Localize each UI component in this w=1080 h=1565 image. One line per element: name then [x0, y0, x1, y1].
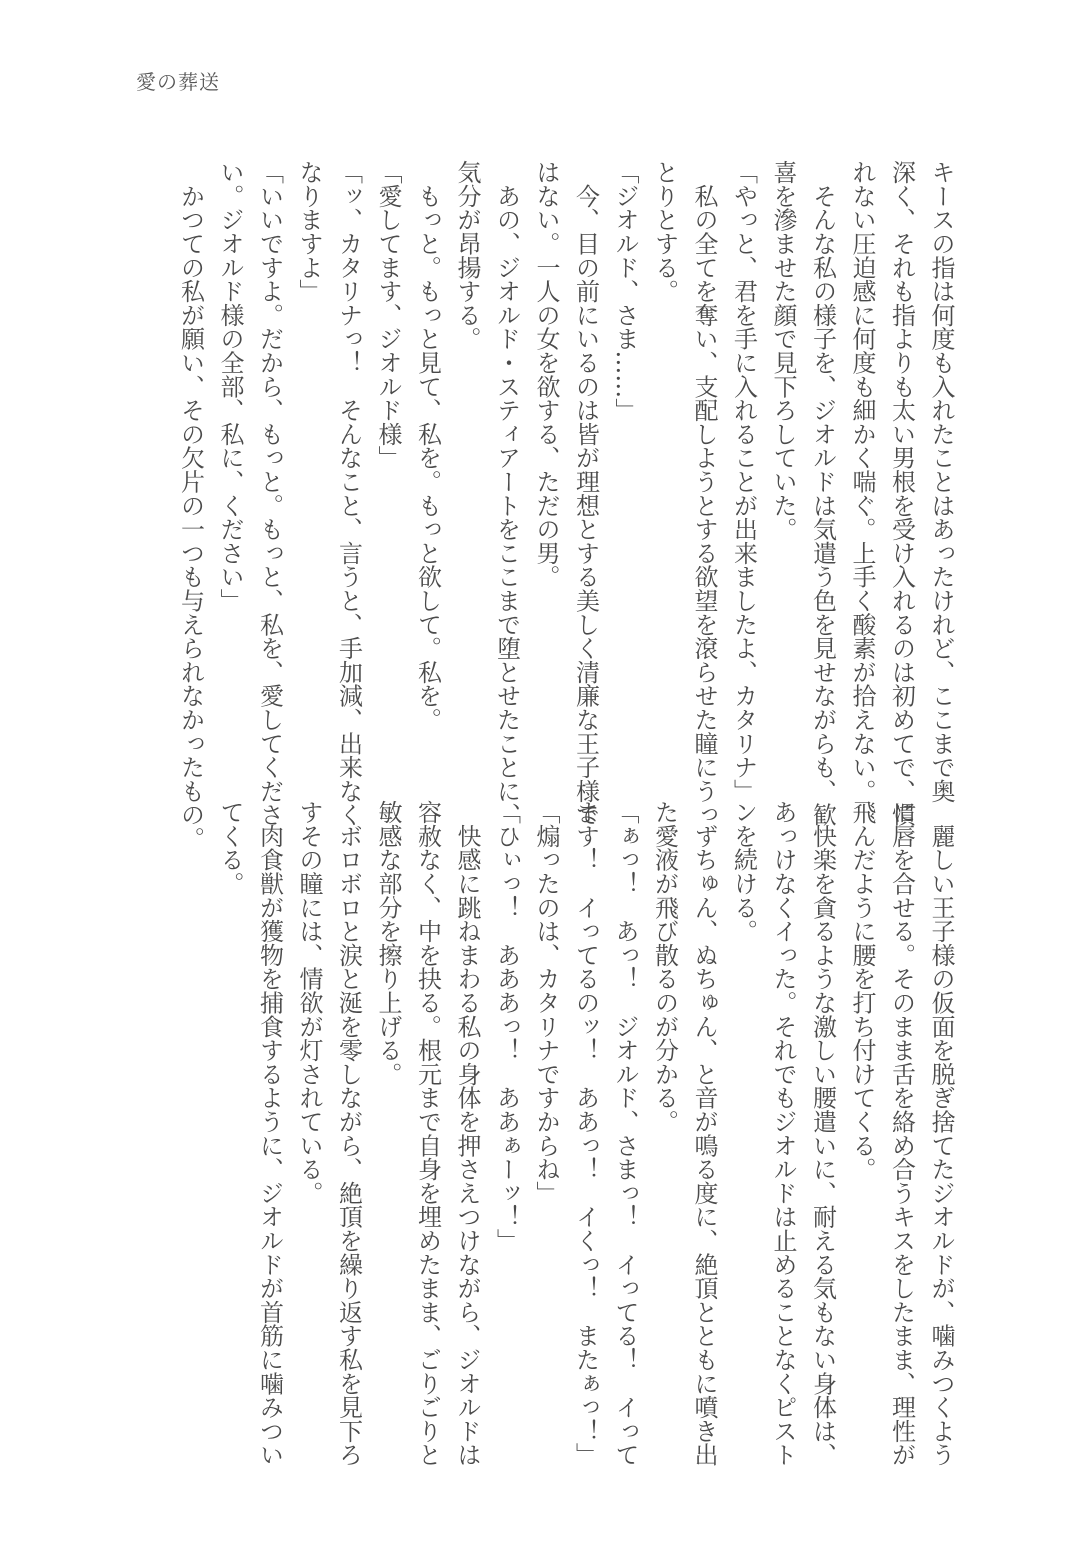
text-line: れない圧迫感に何度も細かく喘ぐ。上手く酸素が拾えない。	[848, 160, 876, 803]
text-line: 飛んだように腰を打ち付けてくる。	[848, 800, 876, 1181]
text-line: に唇を合せる。そのまま舌を絡め合うキスをしたまま、理性が	[887, 800, 916, 1467]
text-line: かつての私が願い、その欠片の一つも与えられなかったもの。	[176, 160, 205, 851]
text-line: 「煽ったのは、カタリナですからね」	[532, 800, 560, 1205]
text-line: 気分が昂揚する。	[453, 160, 481, 351]
text-line: た愛液が飛び散るのが分かる。	[650, 800, 679, 1134]
text-line: すその瞳には、情欲が灯されている。	[295, 800, 323, 1205]
text-line: 快楽を貪るような激しい腰遣いに、耐える気もない身体は、	[808, 800, 837, 1467]
text-line: 「ジオルド、さま……」	[611, 160, 639, 422]
text-line: 「ひぃっ！ あああっ！ ああぁーッ！」	[492, 800, 521, 1253]
text-line: はない。一人の女を欲する、ただの男。	[532, 160, 560, 589]
text-line: そんな私の様子を、ジオルドは気遣う色を見せながらも、歓	[808, 160, 837, 827]
text-line: 「いいですよ。だから、もっと。もっと、私を、愛してくださ	[255, 160, 284, 827]
text-line: キースの指は何度も入れたことはあったけれど、ここまで奥	[927, 160, 955, 803]
text-line: 「やっと、君を手に入れることが出来ましたよ、カタリナ」	[729, 160, 758, 803]
text-line: 肉食獣が獲物を捕食するように、ジオルドが首筋に噛みつい	[255, 800, 284, 1467]
text-line: 私の全てを奪い、支配しようとする欲望を滾らせた瞳にうっ	[690, 160, 718, 827]
text-line: 「愛してます、ジオルド様」	[374, 160, 402, 470]
text-line: 敏感な部分を擦り上げる。	[374, 800, 402, 1086]
text-line: なりますよ」	[295, 160, 323, 303]
text-line: てくる。	[216, 800, 244, 896]
text-line: ボロボロと涙と涎を零しながら、絶頂を繰り返す私を見下ろ	[334, 800, 363, 1467]
text-line: い。ジオルド様の全部、私に、ください」	[216, 160, 244, 613]
text-line: 「ッ、カタリナっ！ そんなこと、言うと、手加減、出来なく	[334, 160, 363, 827]
lower-text-block	[170, 800, 960, 1490]
text-line: ます！ イってるのッ！ ああっ！ イくっ！ またぁっ！」	[571, 800, 600, 1467]
text-line: 「ぁっ！ あっ！ ジオルド、さまっ！ イってる！ イって	[611, 800, 639, 1467]
text-line: 今、目の前にいるのは皆が理想とする美しく清廉な王子様で	[571, 160, 600, 827]
text-line: 喜を滲ませた顔で見下ろしていた。	[769, 160, 797, 541]
text-line: あっけなくイった。それでもジオルドは止めることなくピスト	[769, 800, 797, 1467]
text-line: 深く、それも指よりも太い男根を受け入れるのは初めてで、慣	[887, 160, 916, 827]
text-line: ンを続ける。	[729, 800, 758, 943]
text-line: あの、ジオルド・スティアートをここまで堕とせたことに、	[492, 160, 521, 827]
text-line: 麗しい王子様の仮面を脱ぎ捨てたジオルドが、噛みつくよう	[927, 800, 955, 1467]
running-header-title: 愛の葬送	[136, 70, 220, 94]
text-line: もっと。もっと見て、私を。もっと欲して。私を。	[413, 160, 442, 732]
text-line: 快感に跳ねまわる私の身体を押さえつけながら、ジオルドは	[453, 800, 481, 1467]
text-line: ずちゅん、ぬちゅん、と音が鳴る度に、絶頂とともに噴き出	[690, 800, 718, 1467]
text-line: 容赦なく、中を抉る。根元まで自身を埋めたまま、ごりごりと	[413, 800, 442, 1467]
text-line: とりとする。	[650, 160, 679, 303]
